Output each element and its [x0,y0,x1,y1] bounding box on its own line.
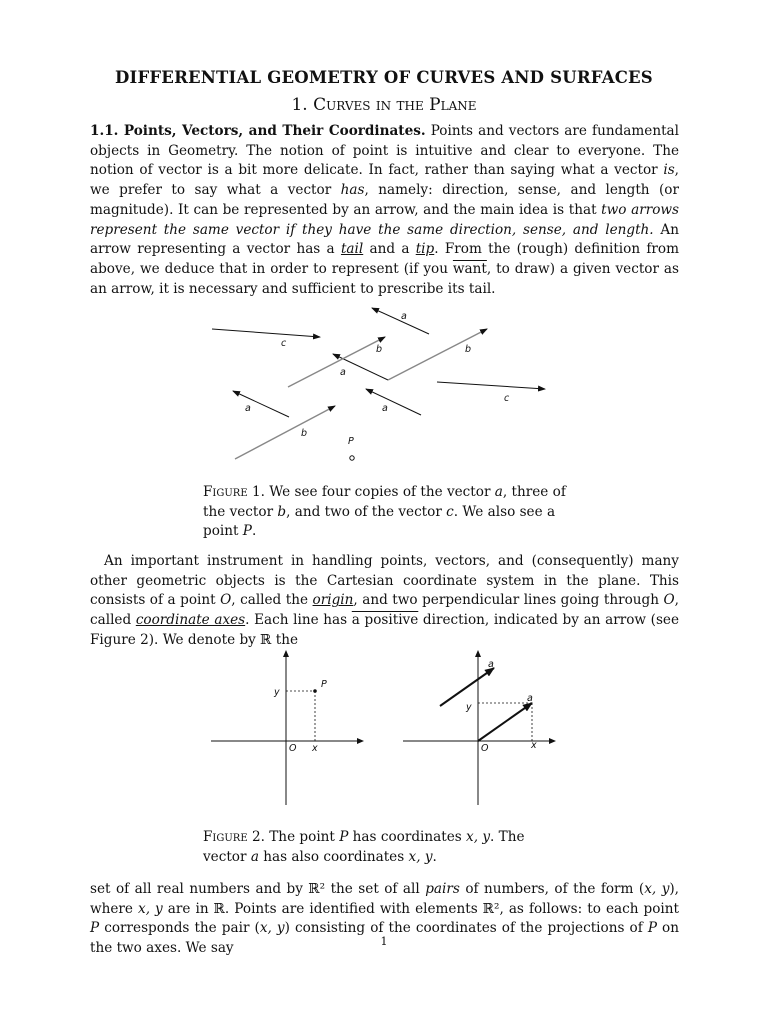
paragraph-text: , and two perpendicular lines going through [353,592,664,609]
caption-math: c [446,503,454,520]
caption-text: . The vector [203,829,525,865]
label-P: P [348,436,354,447]
label-a: a [245,403,251,414]
vector-a-arrow [440,668,494,706]
label-a: a [488,659,494,670]
vector-a-arrow [366,389,421,415]
label-y: y [466,702,472,713]
math-symbol: x, y [644,881,670,897]
paragraph-text: , called [90,592,679,629]
paragraph-text: are in ℝ. Points are identified with elements ℝ², as follows: to each point [162,900,679,917]
label-c: c [281,338,287,349]
math-symbol: x, y [138,900,163,917]
figure-2-coordinates [205,645,565,810]
label-b: b [376,344,383,355]
figure-1-caption [203,483,567,542]
paragraph-2 [90,552,679,651]
paragraph-text: ) consisting of the coordinates of the projections of [284,920,648,937]
paragraph-text: . From the (rough) definition from above, we deduce that in order to represent (if you [90,241,679,277]
point-P [313,689,317,693]
caption-text: . We also see a point [203,503,556,539]
label-P: P [321,679,327,690]
vector-a-arrow [478,703,532,741]
caption-math: P [242,523,252,539]
math-symbol: x, y [259,920,285,937]
caption-math: x, y [466,829,491,845]
paragraph-text: ), where [90,881,679,917]
caption-math: P [339,829,349,845]
paragraph-text: a positive [351,612,419,629]
paragraph-text: want [452,260,487,277]
vector-c-arrow [437,382,545,389]
paragraph-text: direction, indicated by an arrow (see Figure 2). We denote by ℝ the [90,612,680,648]
vector-c-arrow [212,329,320,337]
math-symbol: O [663,592,675,609]
caption-text: The point [264,829,340,845]
label-O: O [289,743,297,754]
caption-text: . [432,848,437,865]
label-x: x [531,740,537,751]
emphasis-text: has [340,182,365,199]
caption-text: , three of the vector [203,484,566,520]
label-O: O [481,743,489,754]
caption-math: b [277,503,287,520]
caption-text: , and two of the vector [286,503,447,520]
caption-math: x, y [408,848,433,865]
label-b: b [465,344,472,355]
label-a: a [527,693,533,704]
math-symbol: P [647,920,657,937]
caption-label: Figure 2. [203,829,265,845]
section-heading: 1. Curves in the Plane [291,95,477,115]
caption-text: . [251,523,257,539]
caption-text: We see four copies of the vector [264,484,495,500]
page-number: 1 [380,935,388,948]
label-a: a [401,311,407,322]
paragraph-text: Points and vectors are fundamental objects in Geometry. The notion of point is intuitive and clear to everyone. The notion of vector is a bit more delicate. In fact, rather than saying what a vector [90,123,679,179]
math-symbol: P [90,920,100,937]
math-symbol: O [220,592,232,609]
paragraph-1 [90,122,679,299]
document-title: DIFFERENTIAL GEOMETRY OF CURVES AND SURFACES [115,68,653,87]
paragraph-text: . Each line has [245,612,352,629]
paragraph-text: , called the [231,592,313,609]
emphasis-text: two arrows represent the same vector if they have the same direction, sense, and length. [90,201,679,238]
paragraph-text: , we prefer to say what a vector [90,162,679,199]
vector-b-arrow [388,329,487,380]
label-x: x [312,743,318,754]
paragraph-text: and a [363,241,416,258]
paragraph-text: , to draw) a given vector as an arrow, it is necessary and sufficient to prescribe its tail. [90,260,680,297]
term-tail: tail [340,241,364,258]
emphasis-text: is [663,162,675,179]
emphasis-text: pairs [425,881,460,897]
caption-text: has coordinates [348,829,467,845]
caption-label: Figure 1. [203,484,265,500]
label-c: c [504,393,510,404]
label-y: y [274,687,280,698]
caption-math: a [494,484,503,500]
term-tip: tip [415,241,435,258]
paragraph-text: corresponds the pair ( [99,920,260,937]
vector-a-arrow [233,391,289,417]
label-b: b [301,428,308,439]
caption-math: a [250,848,259,865]
paragraph-text: of numbers, of the form ( [459,881,645,897]
paragraph-text: on the two axes. We say [90,920,679,957]
vector-b-arrow [288,337,385,387]
term-origin: origin [312,592,354,609]
paragraph-text: , namely: direction, sense, and length (or magnitude). It can be represented by an arrow, and the main idea is that [90,182,679,218]
paragraph-text: set of all real numbers and by ℝ² the set of all [90,881,426,897]
figure-2-caption [203,828,567,867]
subsection-heading: 1.1. Points, Vectors, and Their Coordinates. [90,123,426,139]
paragraph-text: An important instrument in handling points, vectors, and (consequently) many other geometric objects is the Cartesian coordinate system in the plane. This consists of a point [90,553,679,609]
point-P [350,456,354,460]
paragraph-text: An arrow representing a vector has a [90,221,679,258]
term-coordinate-axes: coordinate axes [135,612,246,629]
caption-text: has also coordinates [258,848,409,865]
label-a: a [340,367,346,378]
label-a: a [382,403,388,414]
figure-1-vectors [200,300,570,470]
